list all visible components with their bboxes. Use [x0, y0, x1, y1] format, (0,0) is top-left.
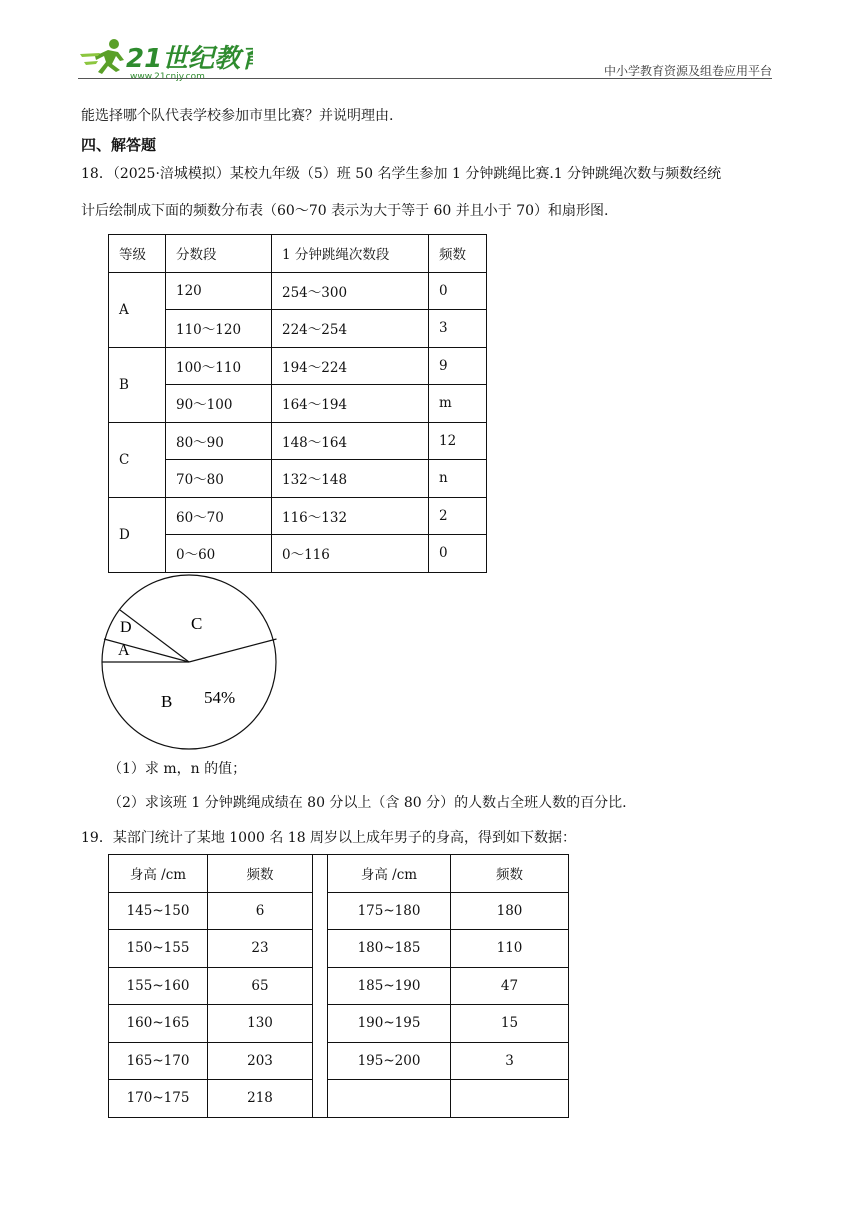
- grade-cell: D: [109, 497, 166, 572]
- logo-url: www.21cnjy.com: [130, 72, 205, 82]
- question-18-stem-line1: 18．（2025·涪城模拟）某校九年级（5）班 50 名学生参加 1 分钟跳绳比赛.1 分钟跳绳次数与频数经统: [81, 166, 722, 182]
- question-19-stem: 19．某部门统计了某地 1000 名 18 周岁以上成年男子的身高，得到如下数据：: [81, 830, 577, 846]
- table-cell: 160~165: [109, 1005, 208, 1043]
- table-row: [109, 347, 487, 385]
- sector-chart: [100, 573, 285, 759]
- table-row: [109, 930, 569, 968]
- table-row: [109, 460, 487, 498]
- site-logo: [78, 34, 253, 82]
- pie-divider-c: [189, 639, 277, 662]
- pie-divider-a: [104, 639, 189, 662]
- table-cell: 224～254: [272, 310, 429, 348]
- table-cell: 0～60: [166, 535, 272, 573]
- height-table-19: [108, 854, 569, 1118]
- pie-label-a: A: [118, 642, 130, 659]
- table-cell: [328, 1080, 451, 1118]
- table-cell: 185~190: [328, 967, 451, 1005]
- table-cell: 155~160: [109, 967, 208, 1005]
- table-header-cell: 身高 /cm: [328, 855, 451, 893]
- table-row: [109, 967, 569, 1005]
- table-header-cell: 1 分钟跳绳次数段: [272, 235, 429, 273]
- table-cell: [451, 1080, 569, 1118]
- section-title: 四、解答题: [81, 136, 157, 154]
- table-row: [109, 497, 487, 535]
- table-cell: 65: [208, 967, 313, 1005]
- table-cell: m: [429, 385, 487, 423]
- table-cell: 12: [429, 422, 487, 460]
- grade-cell: B: [109, 347, 166, 422]
- table-header-row: [109, 235, 487, 273]
- table-row: [109, 385, 487, 423]
- question-18-part2: （2）求该班 1 分钟跳绳成绩在 80 分以上（含 80 分）的人数占全班人数的百分比.: [108, 795, 627, 811]
- table-cell: 145~150: [109, 892, 208, 930]
- table-cell: 15: [451, 1005, 569, 1043]
- table-cell: 6: [208, 892, 313, 930]
- table-cell: 132～148: [272, 460, 429, 498]
- table-cell: 164～194: [272, 385, 429, 423]
- table-header-cell: 等级: [109, 235, 166, 273]
- table-cell: 110～120: [166, 310, 272, 348]
- table-row: [109, 310, 487, 348]
- question-18-part1: （1）求 m，n 的值；: [108, 761, 247, 777]
- table-row: [109, 1042, 569, 1080]
- table-cell: 194～224: [272, 347, 429, 385]
- table-cell: 203: [208, 1042, 313, 1080]
- table-separator: [313, 855, 328, 1118]
- table-cell: 165~170: [109, 1042, 208, 1080]
- logo-text: 21世纪教育: [126, 44, 253, 74]
- table-cell: 120: [166, 272, 272, 310]
- grade-cell: C: [109, 422, 166, 497]
- table-header-cell: 分数段: [166, 235, 272, 273]
- table-cell: 100～110: [166, 347, 272, 385]
- header-divider: [78, 78, 772, 79]
- table-cell: 9: [429, 347, 487, 385]
- table-cell: 3: [451, 1042, 569, 1080]
- table-row: [109, 1005, 569, 1043]
- table-cell: 23: [208, 930, 313, 968]
- table-row: [109, 892, 569, 930]
- table-cell: 3: [429, 310, 487, 348]
- table-header-cell: 身高 /cm: [109, 855, 208, 893]
- table-cell: 150~155: [109, 930, 208, 968]
- table-cell: 195~200: [328, 1042, 451, 1080]
- table-header-cell: 频数: [451, 855, 569, 893]
- runner-icon: [80, 39, 124, 74]
- pie-label-b: B: [161, 692, 173, 711]
- table-cell: 175~180: [328, 892, 451, 930]
- table-cell: 148～164: [272, 422, 429, 460]
- pie-label-b-percent: 54%: [204, 688, 236, 707]
- pie-label-d: D: [120, 619, 132, 636]
- previous-question-tail: 能选择哪个队代表学校参加市里比赛？并说明理由.: [81, 108, 394, 124]
- table-cell: 0～116: [272, 535, 429, 573]
- table-cell: 0: [429, 272, 487, 310]
- table-row: [109, 422, 487, 460]
- table-cell: 180: [451, 892, 569, 930]
- table-cell: 90～100: [166, 385, 272, 423]
- table-cell: 254～300: [272, 272, 429, 310]
- table-cell: 110: [451, 930, 569, 968]
- frequency-table-18: [108, 234, 487, 573]
- table-cell: 70～80: [166, 460, 272, 498]
- table-cell: 47: [451, 967, 569, 1005]
- table-cell: 80～90: [166, 422, 272, 460]
- pie-label-c: C: [191, 614, 203, 633]
- platform-name: 中小学教育资源及组卷应用平台: [603, 64, 772, 78]
- table-cell: 116～132: [272, 497, 429, 535]
- table-cell: 130: [208, 1005, 313, 1043]
- table-cell: 190~195: [328, 1005, 451, 1043]
- table-cell: 170~175: [109, 1080, 208, 1118]
- table-row: [109, 1080, 569, 1118]
- question-18-stem-line2: 计后绘制成下面的频数分布表（60～70 表示为大于等于 60 并且小于 70）和扇形图.: [81, 203, 609, 219]
- pie-divider-d: [120, 610, 189, 662]
- table-cell: 218: [208, 1080, 313, 1118]
- table-row: [109, 272, 487, 310]
- table-header-row: [109, 855, 569, 893]
- table-row: [109, 535, 487, 573]
- table-cell: 180~185: [328, 930, 451, 968]
- table-header-cell: 频数: [208, 855, 313, 893]
- table-cell: 2: [429, 497, 487, 535]
- table-cell: 60～70: [166, 497, 272, 535]
- table-cell: n: [429, 460, 487, 498]
- grade-cell: A: [109, 272, 166, 347]
- table-cell: 0: [429, 535, 487, 573]
- table-header-cell: 频数: [429, 235, 487, 273]
